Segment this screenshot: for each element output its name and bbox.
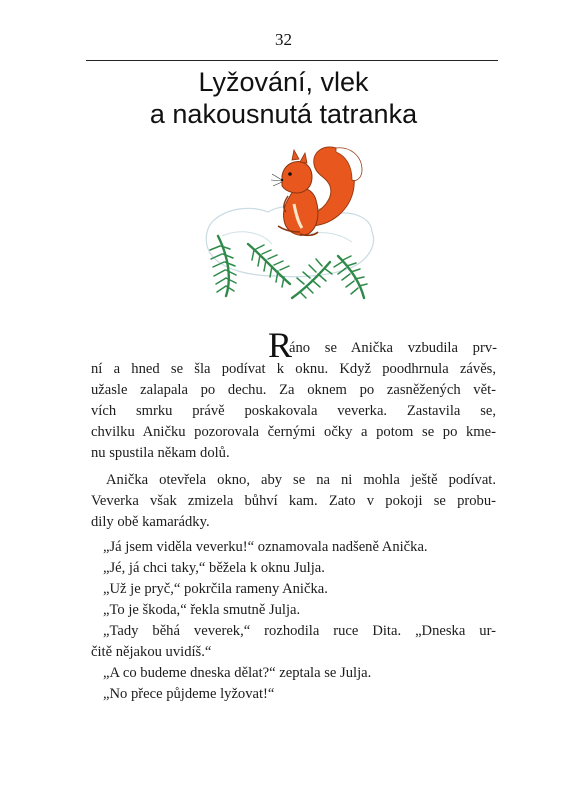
chapter-title-line-2: a nakousnutá tatranka	[149, 99, 418, 129]
squirrel-head	[282, 162, 312, 193]
fir-branch	[210, 236, 367, 298]
chapter-title	[0, 66, 567, 130]
text-line: „Už je pryč,“ pokrčila rameny Anička.	[103, 581, 328, 597]
squirrel-body	[283, 188, 317, 235]
text-line: „Jé, já chci taky,“ běžela k oknu Julja.	[103, 560, 325, 576]
text-line: Anička otevřela okno, aby se na ni mohla ještě podívat.	[106, 472, 496, 488]
text-line: „Já jsem viděla veverku!“ oznamovala nadšeně Anička.	[103, 539, 428, 555]
text-line: chvilku Aničku pozorovala černými očky a potom se po kme-	[91, 424, 496, 440]
text-line: áno se Anička vzbudila prv-	[289, 340, 497, 356]
page-number: 32	[275, 30, 292, 49]
header-rule	[86, 60, 498, 61]
text-line: vích smrku právě poskakovala veverka. Zastavila se,	[91, 403, 496, 419]
text-line: Veverka však zmizela bůhví kam. Zato v pokoji se probu-	[91, 493, 496, 509]
squirrel-tail	[310, 147, 354, 226]
drop-cap: R	[268, 325, 293, 365]
text-line: nu spustila někam dolů.	[91, 445, 230, 461]
text-line: čitě nějakou uvidíš.“	[91, 644, 212, 660]
text-line: dily obě kamarádky.	[91, 514, 210, 530]
text-line: „To je škoda,“ řekla smutně Julja.	[103, 602, 301, 618]
text-line: „A co budeme dneska dělat?“ zeptala se Julja.	[103, 665, 372, 681]
text-line: „Tady běhá veverek,“ rozhodila ruce Dita. „Dneska ur-	[103, 623, 496, 639]
snow-clump	[206, 206, 373, 277]
text-line: „No přece půjdeme lyžovat!“	[103, 686, 275, 702]
text-line: ní a hned se šla podívat k oknu. Když poodhrnula závěs,	[91, 361, 496, 377]
chapter-title-line-1: Lyžování, vlek	[198, 67, 369, 97]
text-line: užasle zalapala po dechu. Za oknem po zasněžených vět-	[91, 382, 496, 398]
